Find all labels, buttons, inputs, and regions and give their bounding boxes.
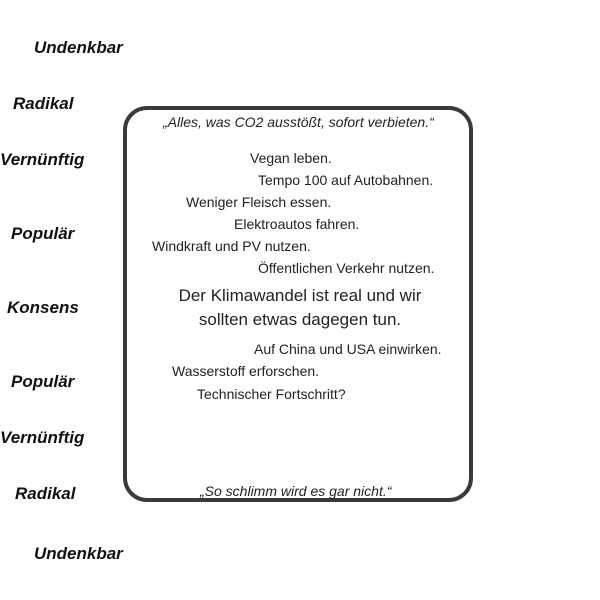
bottom-quote: „So schlimm wird es gar nicht.“ <box>200 483 392 499</box>
statement-vegan: Vegan leben. <box>250 150 332 166</box>
statement-speed-limit: Tempo 100 auf Autobahnen. <box>258 172 434 188</box>
statement-electric-cars: Elektroautos fahren. <box>234 216 360 232</box>
consensus-line-1: Der Klimawandel ist real und wir <box>178 286 422 305</box>
statement-less-meat: Weniger Fleisch essen. <box>186 194 332 210</box>
scale-label-top-radical: Radikal <box>13 94 74 113</box>
scale-label-bottom-popular: Populär <box>11 372 75 391</box>
statement-wind-pv: Windkraft und PV nutzen. <box>152 238 311 254</box>
scale-label-consensus: Konsens <box>7 298 79 317</box>
scale-label-top-reasonable: Vernünftig <box>0 150 85 169</box>
consensus-statement <box>150 284 450 332</box>
scale-label-bottom-reasonable: Vernünftig <box>0 428 85 447</box>
consensus-line-2: sollten etwas dagegen tun. <box>198 310 402 329</box>
statement-public-transport: Öffentlichen Verkehr nutzen. <box>258 260 435 276</box>
top-quote: „Alles, was CO2 ausstößt, sofort verbieten.“ <box>163 114 434 130</box>
scale-label-top-unthinkable: Undenkbar <box>34 38 123 57</box>
statement-tech-progress: Technischer Fortschritt? <box>197 386 346 402</box>
scale-label-bottom-unthinkable: Undenkbar <box>34 544 123 563</box>
scale-label-top-popular: Populär <box>11 224 75 243</box>
scale-label-bottom-radical: Radikal <box>15 484 76 503</box>
statement-china-usa: Auf China und USA einwirken. <box>254 341 442 357</box>
statement-hydrogen: Wasserstoff erforschen. <box>172 363 320 379</box>
